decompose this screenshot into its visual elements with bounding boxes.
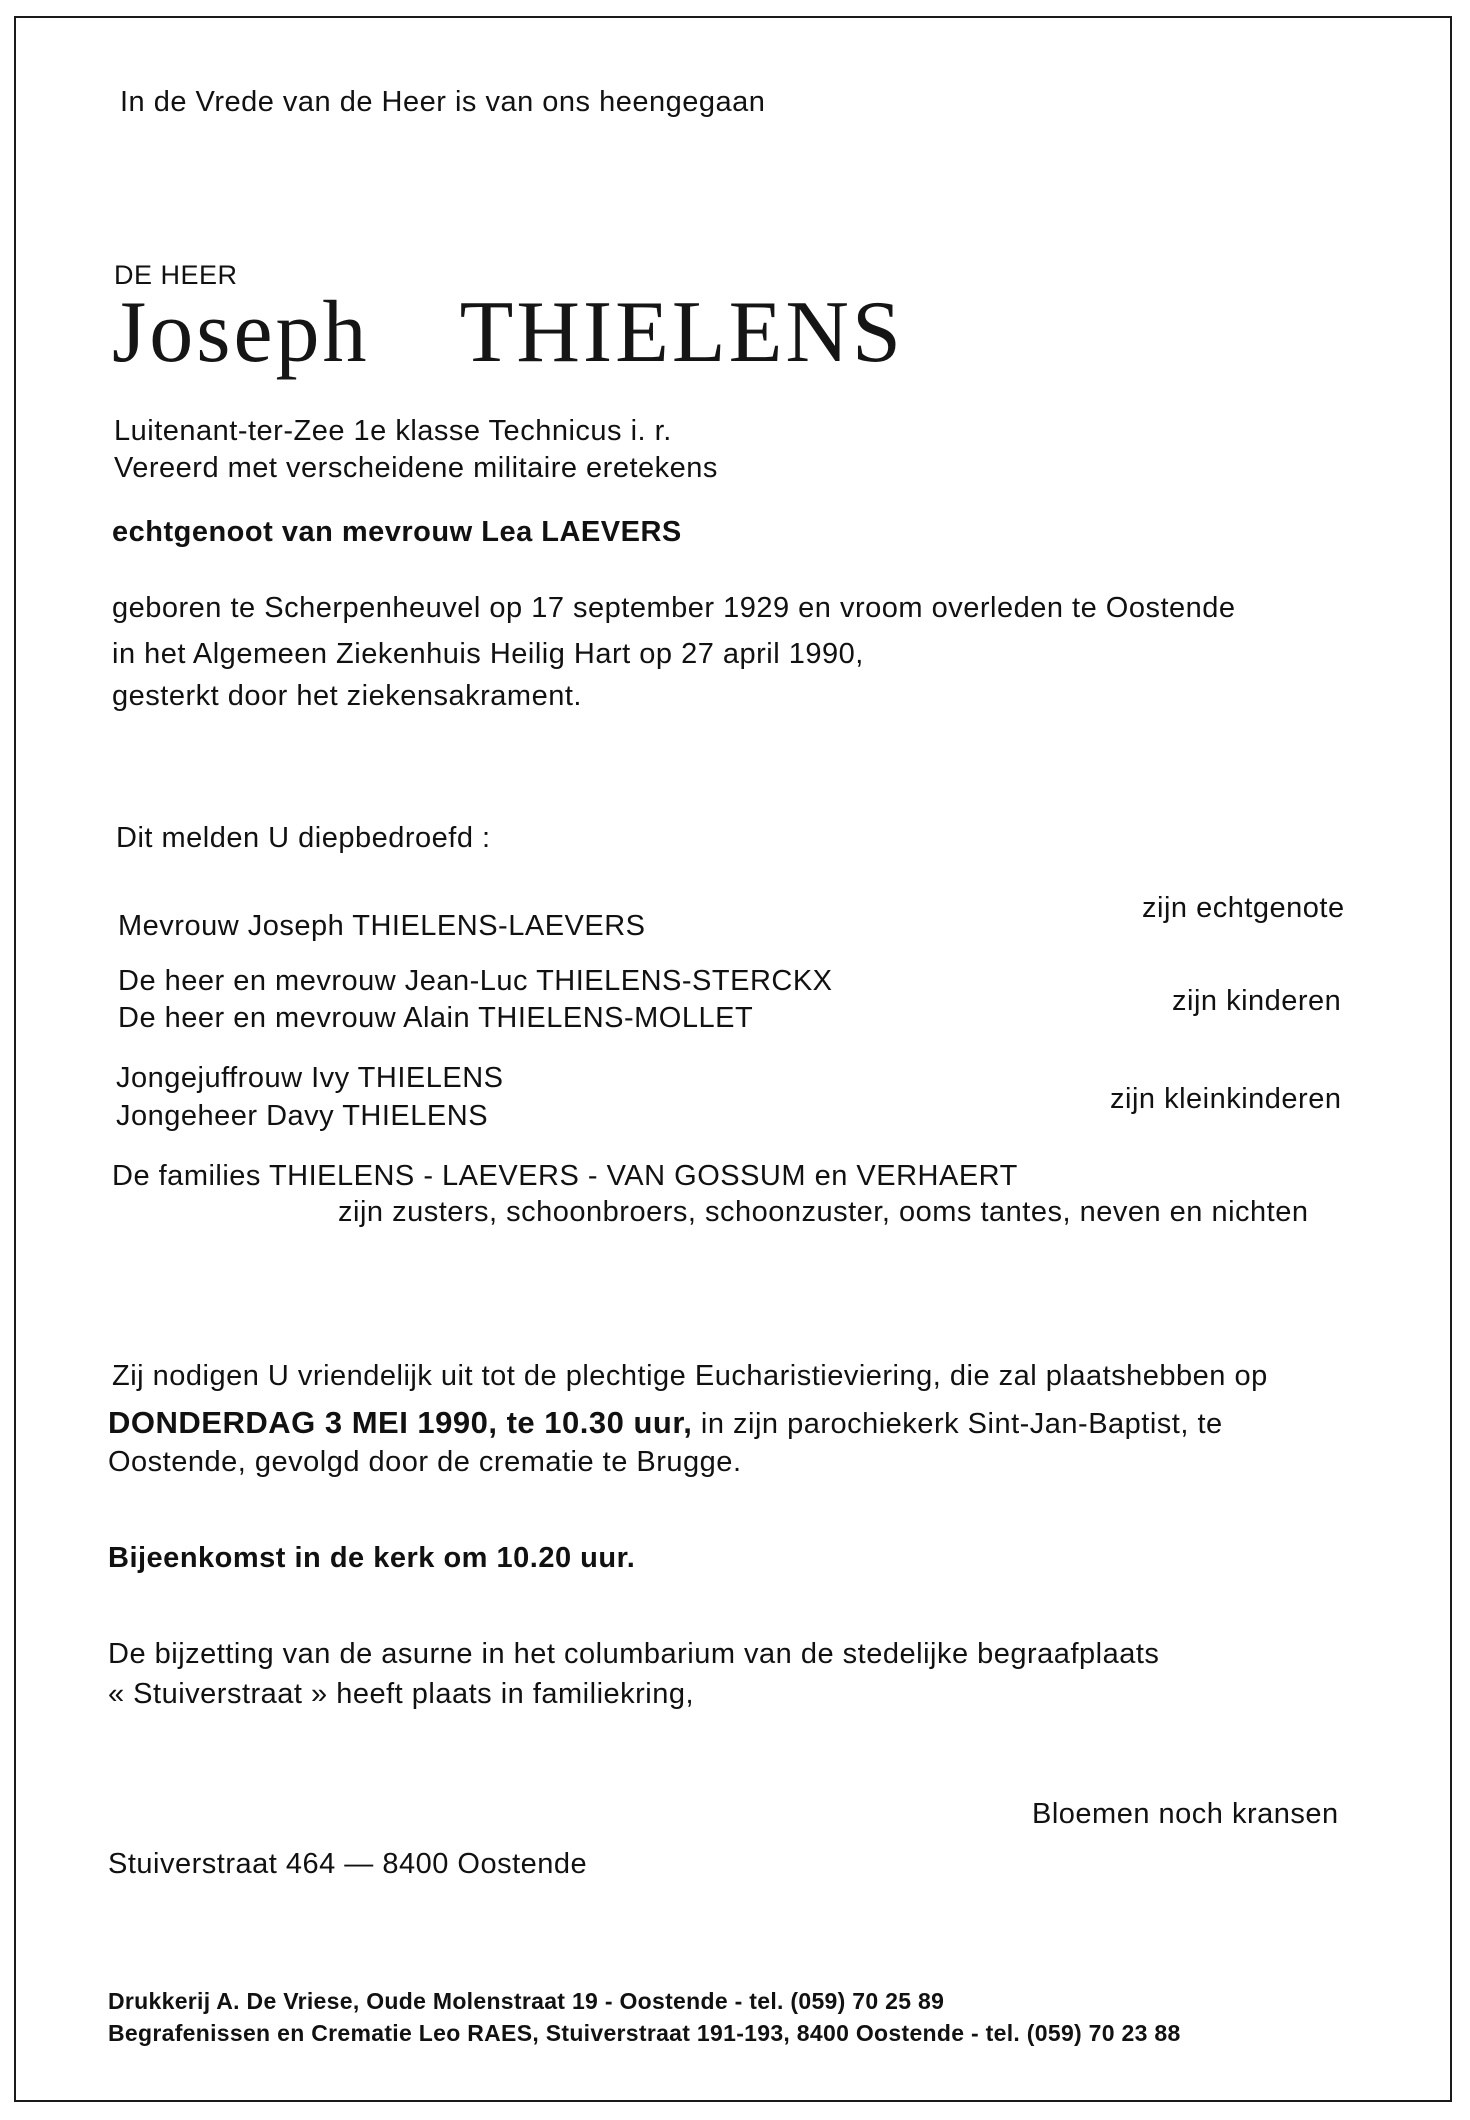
service-date: DONDERDAG 3 MEI 1990, te 10.30 uur, <box>108 1405 693 1440</box>
families-line: De families THIELENS - LAEVERS - VAN GOSSUM en VERHAERT <box>112 1160 1018 1192</box>
intro-text: In de Vrede van de Heer is van ons heengegaan <box>120 86 766 118</box>
child-1: De heer en mevrouw Jean-Luc THIELENS-STERCKX <box>118 965 833 997</box>
gathering-note: Bijeenkomst in de kerk om 10.20 uur. <box>108 1542 636 1574</box>
widow-role: zijn echtgenote <box>1142 892 1345 924</box>
rank-line-1: Luitenant-ter-Zee 1e klasse Technicus i. r. <box>114 415 672 447</box>
child-2: De heer en mevrouw Alain THIELENS-MOLLET <box>118 1002 754 1034</box>
grandchild-2: Jongeheer Davy THIELENS <box>116 1100 489 1132</box>
announcement: Dit melden U diepbedroefd : <box>116 822 491 854</box>
title-prefix: DE HEER <box>114 260 238 290</box>
rank-line-2: Vereerd met verscheidene militaire eretekens <box>114 452 718 484</box>
service-location: in zijn parochiekerk Sint-Jan-Baptist, te <box>692 1408 1223 1440</box>
children-role: zijn kinderen <box>1172 985 1342 1017</box>
address: Stuiverstraat 464 — 8400 Oostende <box>108 1848 588 1880</box>
printer-line: Drukkerij A. De Vriese, Oude Molenstraat 19 - Oostende - tel. (059) 70 25 89 <box>108 1988 945 2014</box>
widow-name: Mevrouw Joseph THIELENS-LAEVERS <box>118 910 646 942</box>
grandchild-1: Jongejuffrouw Ivy THIELENS <box>116 1062 504 1094</box>
service-line-1: Zij nodigen U vriendelijk uit tot de plechtige Eucharistieviering, die zal plaatshebben op <box>112 1360 1268 1392</box>
birth-line-2: in het Algemeen Ziekenhuis Heilig Hart op 27 april 1990, <box>112 638 864 670</box>
deceased-name <box>112 282 904 383</box>
burial-line-1: De bijzetting van de asurne in het columbarium van de stedelijke begraafplaats <box>108 1638 1160 1670</box>
burial-line-2: « Stuiverstraat » heeft plaats in familiekring, <box>108 1678 695 1710</box>
grandchildren-role: zijn kleinkinderen <box>1110 1083 1342 1115</box>
flowers-note: Bloemen noch kransen <box>1032 1798 1339 1830</box>
service-line-3: Oostende, gevolgd door de crematie te Brugge. <box>108 1446 742 1478</box>
funeral-home-line: Begrafenissen en Crematie Leo RAES, Stuiverstraat 191-193, 8400 Oostende - tel. (059) 70 23 88 <box>108 2020 1181 2046</box>
spouse-line: echtgenoot van mevrouw Lea LAEVERS <box>112 516 682 548</box>
last-name: THIELENS <box>459 284 904 381</box>
service-line-2 <box>108 1405 1223 1441</box>
birth-line-1: geboren te Scherpenheuvel op 17 september 1929 en vroom overleden te Oostende <box>112 592 1236 624</box>
families-role: zijn zusters, schoonbroers, schoonzuster, ooms tantes, neven en nichten <box>338 1196 1309 1228</box>
birth-line-3: gesterkt door het ziekensakrament. <box>112 680 582 712</box>
first-name: Joseph <box>112 284 370 381</box>
